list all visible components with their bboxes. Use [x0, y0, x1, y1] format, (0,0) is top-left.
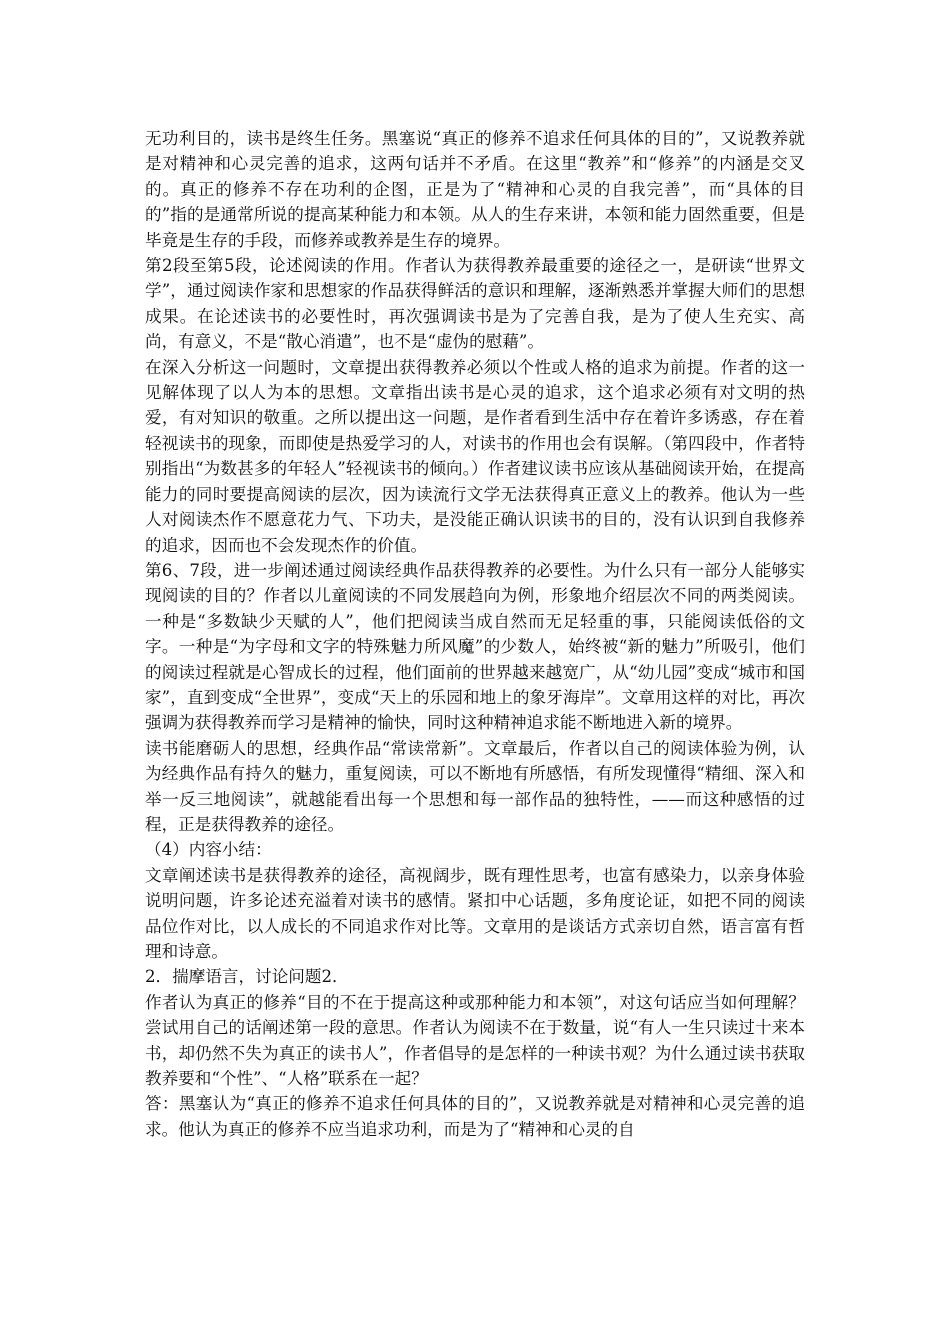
paragraph-classic-works: 第6、7段，进一步阐述通过阅读经典作品获得教养的必要性。为什么只有一部分人能够实现阅读的目的？作者以儿童阅读的不同发展趋向为例，形象地介绍层次不同的两类阅读。一种是“多数缺少天赋的人”，他们把阅读当成自然而无足轻重的事，只能阅读低俗的文字。一种是“为字母和文字的特殊魅力所风魔”的少数人，始终被“新的魅力”所吸引，他们的阅读过程就是心智成长的过程，他们面前的世界越来越宽广，从“幼儿园”变成“城市和国家”，直到变成“全世界”，变成“天上的乐园和地上的象牙海岸”。文章用这样的对比，再次强调为获得教养而学习是精神的愉快，同时这种精神追求能不断地进入新的境界。	[145, 560, 805, 733]
paragraph-personality-premise: 在深入分析这一问题时，文章提出获得教养必须以个性或人格的追求为前提。作者的这一见解体现了以人为本的思想。文章指出读书是心灵的追求，这个追求必须有对文明的热爱，有对知识的敬重。之所以提出这一问题，是作者看到生活中存在着许多诱惑，存在着轻视读书的现象，而即使是热爱学习的人，对读书的作用也会有误解。（第四段中，作者特别指出“为数甚多的年轻人”轻视读书的倾向。）作者建议读书应该从基础阅读开始，在提高能力的同时要提高阅读的层次，因为读流行文学无法获得真正意义上的教养。他认为一些人对阅读杰作不愿意花力气、下功夫，是没能正确认识读书的目的，没有认识到自我修养的追求，因而也不会发现杰作的价值。	[145, 357, 805, 555]
paragraph-reading-lifelong: 无功利目的，读书是终生任务。黑塞说“真正的修养不追求任何具体的目的”，又说教养就是对精神和心灵完善的追求，这两句话并不矛盾。在这里“教养”和“修养”的内涵是交叉的。真正的修养不存在功利的企图，正是为了“精神和心灵的自我完善”，而“具体的目的”指的是通常所说的提高某种能力和本领。从人的生存来讲，本领和能力固然重要，但是毕竟是生存的手段，而修养或教养是生存的境界。	[145, 129, 805, 250]
paragraph-reading-function: 第2段至第5段，论述阅读的作用。作者认为获得教养最重要的途径之一，是研读“世界文学”，通过阅读作家和思想家的作品获得鲜活的意识和理解，逐渐熟悉并掌握大师们的思想成果。在论述读书的必要性时，再次强调读书是为了完善自我，是为了使人生充实、高尚，有意义，不是“散心消遣”，也不是“虚伪的慰藉”。	[145, 256, 805, 352]
paragraph-answer: 答：黑塞认为“真正的修养不追求任何具体的目的”，又说教养就是对精神和心灵完善的追求。他认为真正的修养不应当追求功利，而是为了“精神和心灵的自	[145, 1094, 805, 1139]
paragraph-question: 作者认为真正的修养“目的不在于提高这种或那种能力和本领”，对这句话应当如何理解？尝试用自己的话阐述第一段的意思。作者认为阅读不在于数量，说“有人一生只读过十来本书，却仍然不失为真正的读书人”，作者倡导的是怎样的一种读书观？为什么通过读书获取教养要和“个性”、“人格”联系在一起？	[145, 992, 805, 1089]
paragraph-summary: 文章阐述读书是获得教养的途径，高视阔步，既有理性思考，也富有感染力，以亲身体验说明问题，许多论述充溢着对读书的感情。紧扣中心话题，多角度论证，如把不同的阅读品位作对比，以人成长的不同追求作对比等。文章用的是谈话方式亲切自然，语言富有哲理和诗意。	[145, 865, 805, 961]
document-page	[145, 126, 805, 1142]
section-heading-language: 2．揣摩语言，讨论问题2．	[145, 967, 349, 987]
paragraph-reading-thought: 读书能磨砺人的思想，经典作品“常读常新”。文章最后，作者以自己的阅读体验为例，认为经典作品有持久的魅力，重复阅读，可以不断地有所感悟，有所发现懂得“精细、深入和举一反三地阅读”，就越能看出每一个思想和每一部作品的独特性，——而这种感悟的过程，正是获得教养的途径。	[145, 738, 805, 834]
section-heading-summary: （4）内容小结：	[145, 840, 272, 860]
